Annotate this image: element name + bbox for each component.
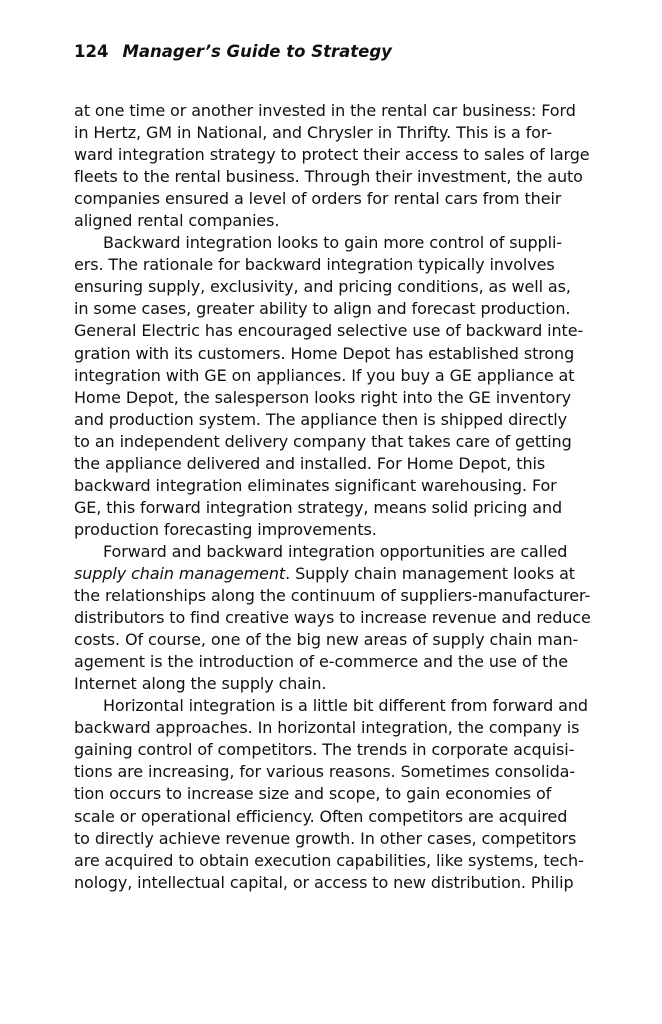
text-line: General Electric has encouraged selective use of backward inte- xyxy=(74,321,584,341)
text-line: tions are increasing, for various reasons. Sometimes consolida- xyxy=(74,762,576,782)
text-line: ensuring supply, exclusivity, and pricing conditions, as well as, xyxy=(74,277,571,297)
page-number: 124 xyxy=(74,42,109,61)
text-line: integration with GE on appliances. If you buy a GE appliance at xyxy=(74,365,575,385)
text-line: GE, this forward integration strategy, means solid pricing and xyxy=(74,497,563,517)
book-title: Manager’s Guide to Strategy xyxy=(122,42,392,61)
text-line: fleets to the rental business. Through their investment, the auto xyxy=(74,167,583,187)
italic-term: supply chain management xyxy=(74,563,286,583)
paragraph-2 xyxy=(74,232,594,541)
text-line: Backward integration looks to gain more control of suppli- xyxy=(103,233,562,253)
text-line: are acquired to obtain execution capabilities, like systems, tech- xyxy=(74,850,584,870)
text-line: nology, intellectual capital, or access to new distribution. Philip xyxy=(74,872,574,892)
text-line: aligned rental companies. xyxy=(74,211,280,231)
text-line: tion occurs to increase size and scope, to gain economies of xyxy=(74,784,552,804)
text-line: production forecasting improvements. xyxy=(74,519,377,539)
text-line: gaining control of competitors. The trends in corporate acquisi- xyxy=(74,740,575,760)
text-line: costs. Of course, one of the big new areas of supply chain man- xyxy=(74,630,579,650)
paragraph-4 xyxy=(74,695,594,893)
text-line: Internet along the supply chain. xyxy=(74,674,327,694)
running-head xyxy=(74,42,392,61)
text-line: Forward and backward integration opportunities are called xyxy=(103,541,568,561)
text-line: the appliance delivered and installed. For Home Depot, this xyxy=(74,453,546,473)
paragraph-1 xyxy=(74,100,594,232)
text-line: gration with its customers. Home Depot has established strong xyxy=(74,343,575,363)
text-line: in Hertz, GM in National, and Chrysler in Thrifty. This is a for- xyxy=(74,123,552,143)
paragraph-3 xyxy=(74,541,594,695)
text-line: scale or operational efficiency. Often competitors are acquired xyxy=(74,806,568,826)
text-line: to directly achieve revenue growth. In other cases, competitors xyxy=(74,828,577,848)
text-line: the relationships along the continuum of suppliers-manufacturer- xyxy=(74,586,591,606)
text-line: to an independent delivery company that takes care of getting xyxy=(74,431,572,451)
text-line: ers. The rationale for backward integration typically involves xyxy=(74,255,555,275)
text-run: . Supply chain management looks at xyxy=(285,563,575,583)
text-line: companies ensured a level of orders for rental cars from their xyxy=(74,189,562,209)
text-line: at one time or another invested in the rental car business: Ford xyxy=(74,101,576,120)
text-line: agement is the introduction of e-commerce and the use of the xyxy=(74,652,569,672)
text-line: backward integration eliminates significant warehousing. For xyxy=(74,475,557,495)
text-line: and production system. The appliance then is shipped directly xyxy=(74,409,567,429)
text-line: Horizontal integration is a little bit different from forward and xyxy=(103,696,588,716)
text-line: ward integration strategy to protect their access to sales of large xyxy=(74,145,590,165)
body-text xyxy=(74,100,594,894)
text-line: Home Depot, the salesperson looks right into the GE inventory xyxy=(74,387,572,407)
text-line: backward approaches. In horizontal integration, the company is xyxy=(74,718,580,738)
text-line: in some cases, greater ability to align and forecast production. xyxy=(74,299,571,319)
text-line xyxy=(74,563,594,585)
text-line: distributors to find creative ways to increase revenue and reduce xyxy=(74,608,591,628)
